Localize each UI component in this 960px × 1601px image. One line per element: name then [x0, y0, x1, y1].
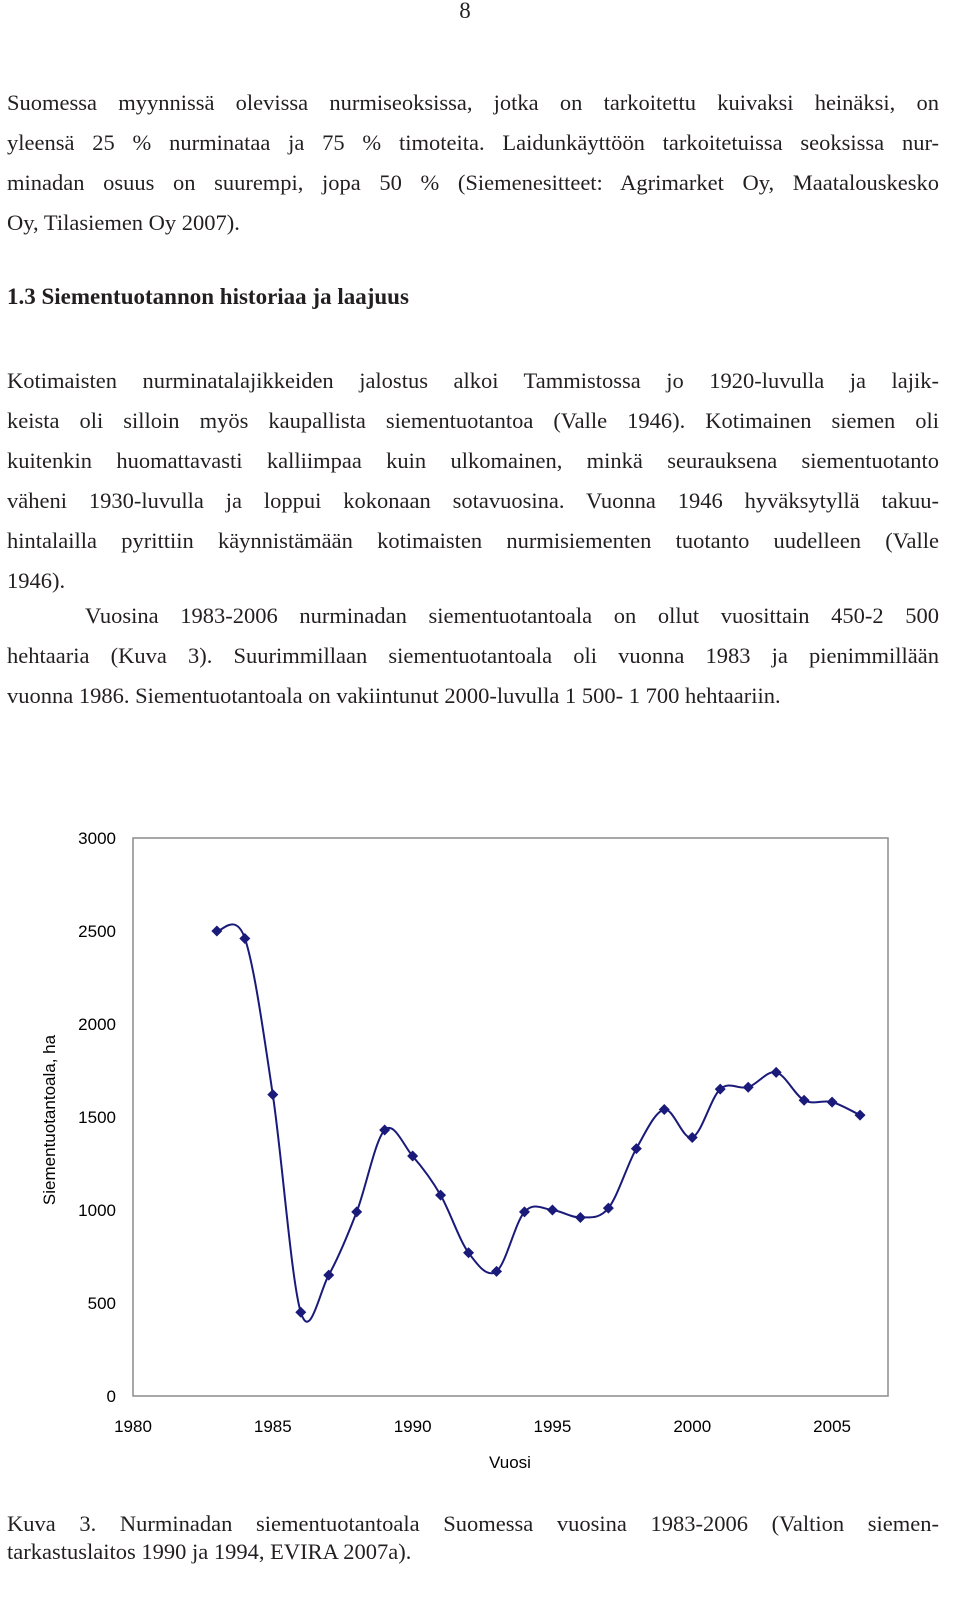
section-heading: 1.3 Siementuotannon historiaa ja laajuus [7, 284, 409, 309]
text-line: vuonna 1986. Siementuotantoala on vakiintunut 2000-luvulla 1 500- 1 700 hehtaariin. [7, 683, 781, 708]
data-point-marker [351, 1206, 362, 1217]
data-point-marker [295, 1307, 306, 1318]
paragraph-history [7, 361, 939, 601]
y-axis-label: Siementuotantoala, ha [40, 1034, 59, 1206]
text-line: väheni 1930-luvulla ja loppui kokonaan sotavuosina. Vuonna 1946 hyväksytyllä takuu- [7, 488, 939, 513]
y-tick-label: 2000 [78, 1015, 116, 1034]
text-line: Suomessa myynnissä olevissa nurmiseoksissa, jotka on tarkoitettu kuivaksi heinäksi, on [7, 90, 939, 115]
x-tick-label: 2005 [813, 1417, 851, 1436]
data-point-marker [631, 1143, 642, 1154]
y-tick-label: 0 [106, 1387, 116, 1406]
y-tick-label: 1000 [78, 1201, 116, 1220]
data-point-marker [239, 933, 250, 944]
y-tick-label: 1500 [78, 1108, 116, 1127]
y-tick-label: 3000 [78, 829, 116, 848]
data-point-marker [575, 1212, 586, 1223]
caption-line: Kuva 3. Nurminadan siementuotantoala Suomessa vuosina 1983-2006 (Valtion siemen- [7, 1511, 939, 1536]
x-tick-label: 1985 [253, 1417, 292, 1436]
page-number: 8 [459, 0, 471, 23]
data-point-marker [547, 1205, 558, 1216]
paragraph-production-area [7, 596, 939, 716]
text-line: Kotimaisten nurminatalajikkeiden jalostus alkoi Tammistossa jo 1920-luvulla ja lajik- [7, 368, 939, 393]
text-line: 1946). [7, 568, 66, 593]
data-point-marker [267, 1089, 278, 1100]
y-tick-label: 2500 [78, 922, 116, 941]
x-tick-label: 1995 [533, 1417, 572, 1436]
data-point-marker [435, 1190, 446, 1201]
data-point-marker [743, 1082, 754, 1093]
text-line: Vuosina 1983-2006 nurminadan siementuotantoala on ollut vuosittain 450-2 500 [85, 603, 939, 628]
data-point-marker [771, 1067, 782, 1078]
x-axis-label: Vuosi [489, 1453, 531, 1472]
text-line: keista oli silloin myös kaupallista siementuotantoa (Valle 1946). Kotimainen siemen oli [7, 408, 939, 433]
plot-area [133, 838, 888, 1396]
figure-caption [7, 1510, 939, 1566]
x-tick-label: 1990 [393, 1417, 432, 1436]
line-chart [0, 800, 960, 1500]
text-line: Oy, Tilasiemen Oy 2007). [7, 210, 240, 235]
text-line: yleensä 25 % nurminataa ja 75 % timoteita. Laidunkäyttöön tarkoitetuissa seoksissa nur- [7, 130, 939, 155]
y-tick-label: 500 [87, 1294, 116, 1313]
data-point-marker [211, 926, 222, 937]
data-point-marker [827, 1097, 838, 1108]
data-point-marker [659, 1104, 670, 1115]
text-line: hehtaaria (Kuva 3). Suurimmillaan siementuotantoala oli vuonna 1983 ja pienimmillään [7, 643, 939, 668]
data-point-marker [323, 1270, 334, 1281]
text-line: hintalailla pyrittiin käynnistämään kotimaisten nurmisiementen tuotanto uudelleen (Valle [7, 528, 939, 553]
paragraph-seed-mixes [7, 83, 939, 243]
x-tick-label: 2000 [673, 1417, 712, 1436]
x-tick-label: 1980 [114, 1417, 152, 1436]
figure-chart [0, 800, 960, 1500]
series-line [217, 924, 860, 1321]
text-line: minadan osuus on suurempi, jopa 50 % (Siemenesitteet: Agrimarket Oy, Maatalouskesko [7, 170, 939, 195]
text-line: kuitenkin huomattavasti kalliimpaa kuin ulkomainen, minkä seurauksena siementuotanto [7, 448, 939, 473]
caption-line: tarkastuslaitos 1990 ja 1994, EVIRA 2007a). [7, 1539, 412, 1564]
data-point-marker [855, 1110, 866, 1121]
